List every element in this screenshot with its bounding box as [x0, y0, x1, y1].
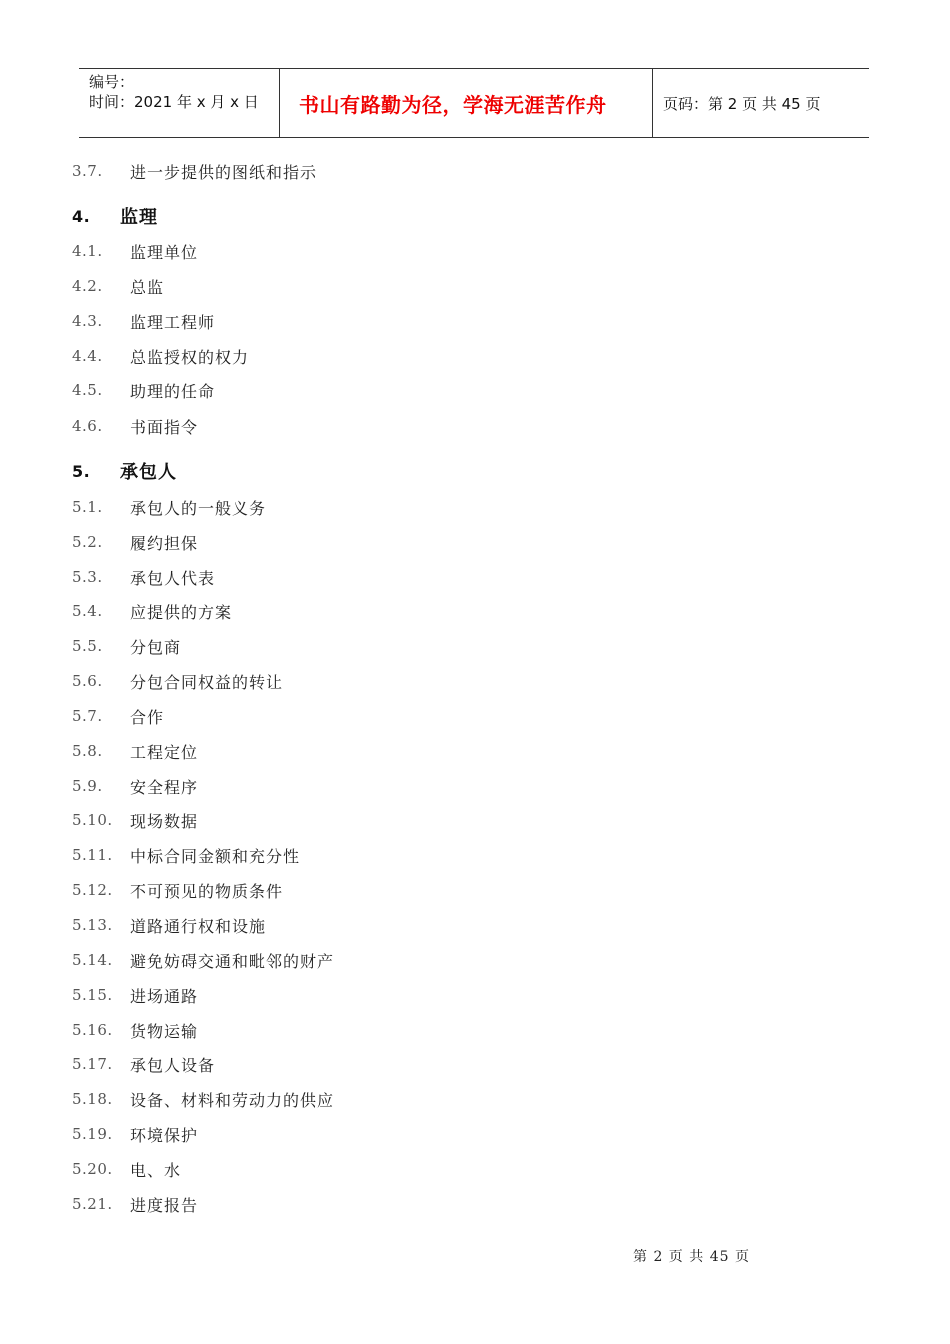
toc-entry-number: 5.12.	[72, 881, 113, 899]
toc-entry-number: 5.17.	[72, 1055, 113, 1073]
toc-entry-number: 5.3.	[72, 568, 103, 586]
toc-entry-number: 5.2.	[72, 533, 103, 551]
toc-entry	[72, 309, 215, 333]
toc-entry-title: 道路通行权和设施	[130, 916, 267, 936]
toc-entry-title: 书面指令	[130, 417, 199, 437]
toc-entry-number: 5.11.	[72, 846, 113, 864]
toc-entry-number: 4.	[72, 206, 91, 226]
toc-entry-title: 应提供的方案	[130, 602, 233, 622]
page-header	[79, 68, 869, 138]
toc-entry-number: 5.16.	[72, 1021, 113, 1039]
toc-entry-number: 5.8.	[72, 742, 103, 760]
toc-section-heading	[72, 459, 177, 483]
toc-section-heading	[72, 204, 158, 228]
toc-entry-title: 进场通路	[130, 986, 199, 1006]
toc-entry-number: 5.20.	[72, 1160, 113, 1178]
document-number-label: 编号：	[89, 73, 135, 91]
toc-entry-number: 5.18.	[72, 1090, 113, 1108]
toc-entry	[72, 1018, 198, 1042]
toc-entry-number: 4.5.	[72, 381, 103, 399]
header-motto: 书山有路勤为径，学海无涯苦作舟	[299, 92, 607, 117]
toc-entry-title: 避免妨碍交通和毗邻的财产	[130, 951, 335, 971]
toc-entry-number: 5.14.	[72, 951, 113, 969]
toc-entry-title: 监理单位	[130, 242, 199, 262]
toc-entry-title: 进度报告	[130, 1195, 199, 1215]
toc-entry-title: 电、水	[130, 1160, 182, 1180]
toc-entry	[72, 344, 249, 368]
toc-entry	[72, 239, 198, 263]
toc-entry-number: 5.5.	[72, 637, 103, 655]
toc-entry	[72, 704, 164, 728]
toc-entry	[72, 599, 232, 623]
toc-entry-title: 监理	[120, 207, 158, 228]
toc-entry	[72, 774, 198, 798]
toc-entry-title: 分包商	[130, 637, 182, 657]
toc-entry	[72, 414, 198, 438]
header-page-cell	[653, 69, 869, 137]
toc-entry-number: 4.6.	[72, 417, 103, 435]
toc-entry-number: 5.19.	[72, 1125, 113, 1143]
toc-entry-title: 工程定位	[130, 742, 199, 762]
footer-page-number: 第 2 页 共 45 页	[633, 1249, 750, 1265]
toc-entry-title: 分包合同权益的转让	[130, 672, 284, 692]
toc-entry-number: 4.1.	[72, 242, 103, 260]
toc-entry-number: 5.10.	[72, 811, 113, 829]
toc-entry-number: 5.13.	[72, 916, 113, 934]
toc-entry	[72, 634, 181, 658]
page-footer	[633, 1246, 750, 1266]
toc-entry-title: 安全程序	[130, 777, 199, 797]
toc-entry-title: 承包人代表	[130, 568, 216, 588]
toc-entry-title: 监理工程师	[130, 312, 216, 332]
toc-entry	[72, 808, 198, 832]
toc-entry	[72, 1157, 181, 1181]
toc-entry-title: 总监	[130, 277, 165, 297]
toc-entry-title: 不可预见的物质条件	[130, 881, 284, 901]
toc-entry-number: 5.	[72, 461, 91, 481]
toc-entry-title: 总监授权的权力	[130, 347, 250, 367]
toc-entry-title: 承包人的一般义务	[130, 498, 267, 518]
toc-entry	[72, 983, 198, 1007]
toc-entry	[72, 159, 317, 183]
header-meta-cell	[79, 69, 280, 137]
toc-entry-title: 中标合同金额和充分性	[130, 846, 301, 866]
toc-entry-number: 5.7.	[72, 707, 103, 725]
toc-entry	[72, 1192, 198, 1216]
toc-entry-number: 4.3.	[72, 312, 103, 330]
toc-entry	[72, 1052, 215, 1076]
toc-entry-title: 货物运输	[130, 1021, 199, 1041]
toc-entry-number: 4.2.	[72, 277, 103, 295]
toc-entry-number: 5.21.	[72, 1195, 113, 1213]
toc-entry	[72, 843, 300, 867]
toc-entry-title: 现场数据	[130, 811, 199, 831]
toc-entry	[72, 495, 266, 519]
toc-entry-number: 3.7.	[72, 162, 103, 180]
toc-entry	[72, 1122, 198, 1146]
toc-entry	[72, 530, 198, 554]
toc-entry-title: 设备、材料和劳动力的供应	[130, 1090, 335, 1110]
toc-entry	[72, 878, 283, 902]
toc-entry	[72, 913, 266, 937]
document-date: 时间：2021 年 x 月 x 日	[89, 93, 259, 111]
toc-entry	[72, 739, 198, 763]
toc-entry-title: 合作	[130, 707, 165, 727]
toc-entry-number: 5.15.	[72, 986, 113, 1004]
toc-entry	[72, 948, 334, 972]
toc-entry	[72, 1087, 334, 1111]
toc-entry-number: 4.4.	[72, 347, 103, 365]
toc-entry-title: 承包人设备	[130, 1055, 216, 1075]
toc-entry-number: 5.9.	[72, 777, 103, 795]
toc-entry-title: 助理的任命	[130, 381, 216, 401]
toc-entry-title: 履约担保	[130, 533, 199, 553]
toc-entry-number: 5.4.	[72, 602, 103, 620]
toc-entry-title: 环境保护	[130, 1125, 199, 1145]
toc-entry	[72, 274, 164, 298]
toc-entry	[72, 669, 283, 693]
header-page-info: 页码：第 2 页 共 45 页	[663, 94, 821, 113]
toc-entry-title: 承包人	[120, 462, 177, 483]
toc-entry	[72, 378, 215, 402]
header-motto-cell	[280, 69, 653, 137]
toc-entry-number: 5.1.	[72, 498, 103, 516]
toc-entry-title: 进一步提供的图纸和指示	[130, 162, 318, 182]
toc-entry	[72, 565, 215, 589]
toc-entry-number: 5.6.	[72, 672, 103, 690]
